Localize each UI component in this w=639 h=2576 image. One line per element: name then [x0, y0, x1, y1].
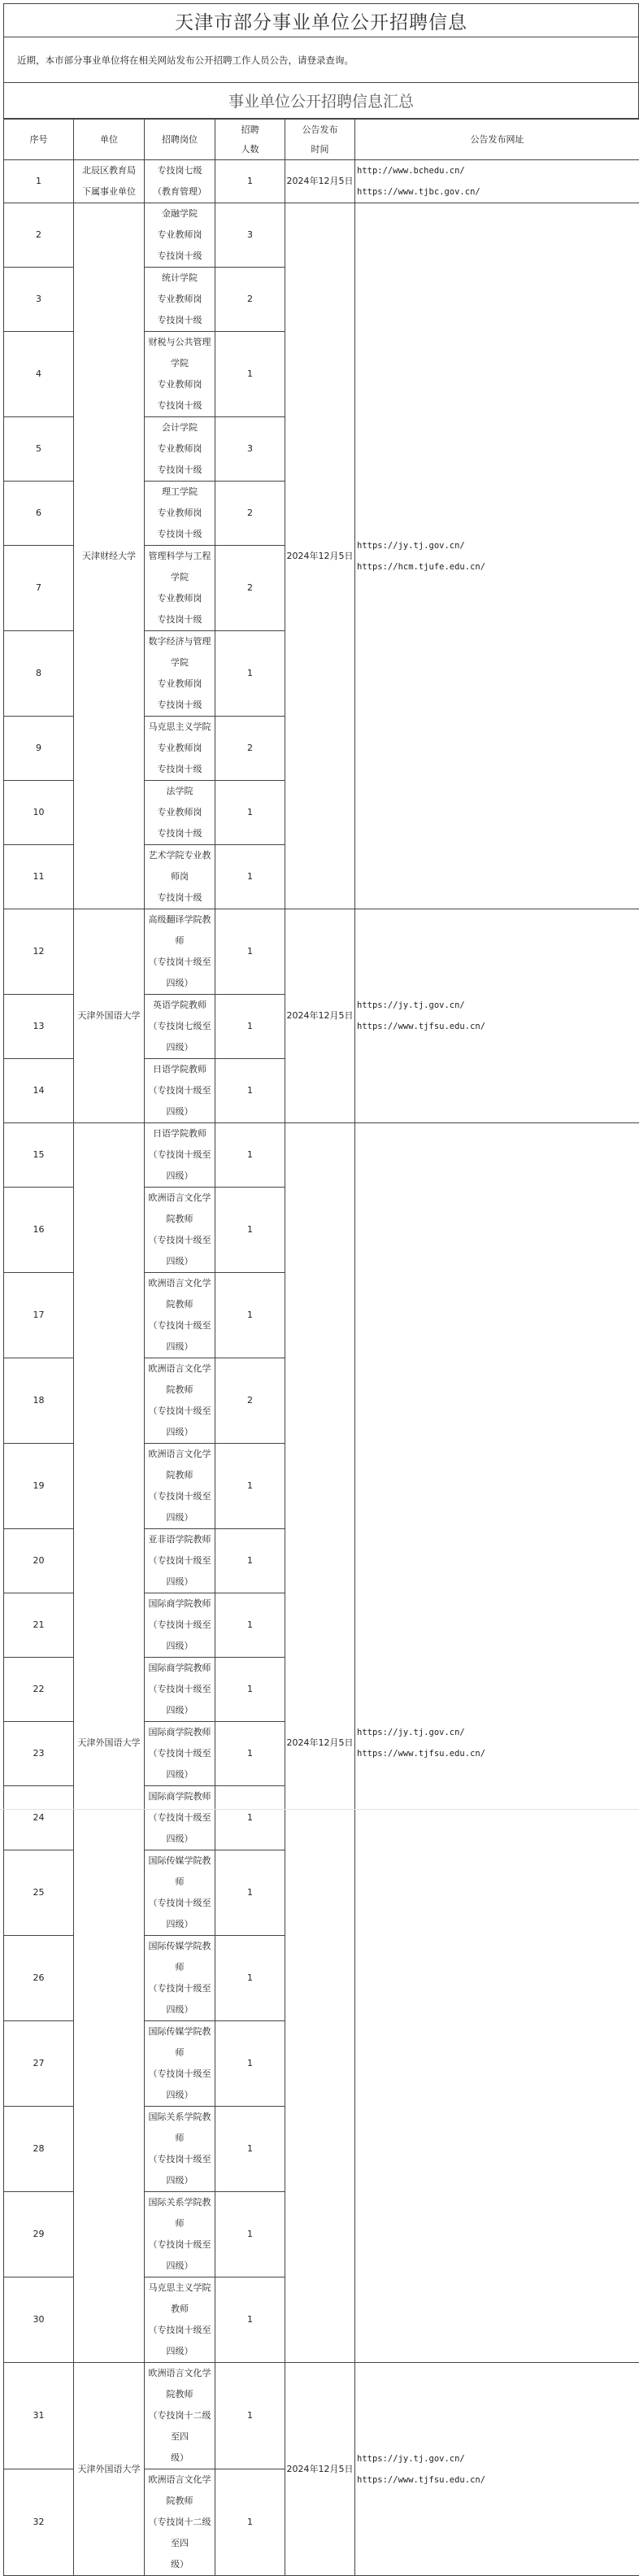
- cell-count: 1: [215, 1936, 285, 2021]
- cell-unit: [74, 1123, 145, 2363]
- position-line: 专技岗十级: [145, 695, 215, 716]
- position-line: （专技岗十级至四级）: [145, 2234, 215, 2277]
- cell-count: 2: [215, 268, 285, 332]
- position-line: （专技岗十级至四级）: [145, 2149, 215, 2191]
- cell-count: 2: [215, 546, 285, 631]
- notice-text: 近期，本市部分事业单位将在相关网站发布公开招聘工作人员公告，请登录查询。: [3, 37, 639, 83]
- position-line: 专技岗十级: [145, 310, 215, 331]
- announcement-link[interactable]: https://jy.tj.gov.cn/: [357, 1722, 639, 1743]
- cell-index: 11: [4, 845, 74, 909]
- table-row: [4, 909, 639, 995]
- cell-count: 1: [215, 1273, 285, 1358]
- position-line: （专技岗十级至四级）: [145, 1486, 215, 1528]
- cell-index: 17: [4, 1273, 74, 1358]
- cell-date: 2024年12月5日: [285, 909, 355, 1123]
- cell-unit: [74, 909, 145, 1123]
- position-line: 欧洲语言文化学院教师: [145, 1358, 215, 1401]
- position-line: 欧洲语言文化学院教师: [145, 1273, 215, 1315]
- cell-count: 1: [215, 1593, 285, 1658]
- position-line: 国际商学院教师: [145, 1722, 215, 1743]
- position-line: 专业教师岗: [145, 588, 215, 609]
- cell-index: 26: [4, 1936, 74, 2021]
- table-row: [4, 203, 639, 268]
- cell-count: 1: [215, 160, 285, 203]
- position-line: 英语学院教师: [145, 995, 215, 1016]
- cell-count: 3: [215, 417, 285, 482]
- cell-position: [145, 631, 215, 717]
- position-line: （专技岗十级至四级）: [145, 2064, 215, 2106]
- table-subtitle: 事业单位公开招聘信息汇总: [3, 83, 639, 119]
- cell-index: 21: [4, 1593, 74, 1658]
- position-line: 级）: [145, 2554, 215, 2575]
- announcement-link[interactable]: https://jy.tj.gov.cn/: [357, 535, 639, 556]
- cell-count: 1: [215, 781, 285, 845]
- position-line: （专技岗十级至四级）: [145, 1679, 215, 1721]
- position-line: （专技岗十级至四级）: [145, 1893, 215, 1935]
- cell-url: [355, 2363, 639, 2576]
- header-position: 招聘岗位: [145, 120, 215, 160]
- cell-index: 14: [4, 1059, 74, 1123]
- position-line: （专技岗十级至四级）: [145, 1807, 215, 1850]
- header-row: [4, 120, 639, 160]
- cell-url: [355, 203, 639, 909]
- announcement-link[interactable]: https://jy.tj.gov.cn/: [357, 995, 639, 1016]
- position-line: 欧洲语言文化学院教师: [145, 1188, 215, 1230]
- cell-unit: [74, 203, 145, 909]
- cell-index: 8: [4, 631, 74, 717]
- cell-date: 2024年12月5日: [285, 203, 355, 909]
- position-line: 专业教师岗: [145, 224, 215, 246]
- position-line: （专技岗七级至四级）: [145, 1016, 215, 1058]
- position-line: 专技岗七级: [145, 160, 215, 181]
- cell-index: 28: [4, 2107, 74, 2192]
- header-date-line: 时间: [285, 140, 354, 159]
- position-line: 专技岗十级: [145, 460, 215, 481]
- unit-line: 下属事业单位: [74, 181, 144, 203]
- position-line: 国际关系学院教师: [145, 2107, 215, 2149]
- announcement-link[interactable]: http://www.bchedu.cn/: [357, 160, 639, 181]
- cell-position: [145, 995, 215, 1059]
- cell-count: 1: [215, 332, 285, 417]
- cell-position: [145, 1850, 215, 1936]
- cell-index: 29: [4, 2192, 74, 2277]
- position-line: 法学院: [145, 781, 215, 802]
- position-line: 会计学院: [145, 417, 215, 438]
- cell-position: [145, 1529, 215, 1593]
- announcement-link[interactable]: https://www.tjfsu.edu.cn/: [357, 2469, 639, 2491]
- position-line: （专技岗十二级至四: [145, 2405, 215, 2447]
- cell-position: [145, 1658, 215, 1722]
- position-line: （专技岗十级至四级）: [145, 1230, 215, 1272]
- position-line: 马克思主义学院教师: [145, 2277, 215, 2320]
- cell-date: 2024年12月5日: [285, 2363, 355, 2576]
- position-line: 级）: [145, 2447, 215, 2469]
- position-line: 专业教师岗: [145, 738, 215, 759]
- cell-index: 16: [4, 1188, 74, 1273]
- position-line: 亚非语学院教师: [145, 1529, 215, 1550]
- cell-index: 19: [4, 1444, 74, 1529]
- cell-count: 1: [215, 2192, 285, 2277]
- position-line: 专技岗十级: [145, 759, 215, 780]
- cell-count: 1: [215, 1722, 285, 1786]
- cell-position: [145, 417, 215, 482]
- cell-position: [145, 2469, 215, 2576]
- cell-position: [145, 2107, 215, 2192]
- cell-position: [145, 1188, 215, 1273]
- cell-date: 2024年12月5日: [285, 1123, 355, 2363]
- cell-position: [145, 717, 215, 781]
- cell-index: 1: [4, 160, 74, 203]
- position-line: 日语学院教师: [145, 1059, 215, 1080]
- cell-position: [145, 2277, 215, 2363]
- cell-position: [145, 1358, 215, 1444]
- position-line: 专业教师岗: [145, 289, 215, 310]
- cell-unit: [74, 160, 145, 203]
- cell-count: 1: [215, 1850, 285, 1936]
- position-line: （专技岗十级至四级）: [145, 1978, 215, 2020]
- cell-position: [145, 160, 215, 203]
- cell-index: 9: [4, 717, 74, 781]
- position-line: （专技岗十级至四级）: [145, 1743, 215, 1785]
- table-row: [4, 160, 639, 203]
- cell-index: 18: [4, 1358, 74, 1444]
- header-index: 序号: [4, 120, 74, 160]
- cell-index: 24: [4, 1786, 74, 1850]
- cell-count: 1: [215, 1444, 285, 1529]
- cell-position: [145, 482, 215, 546]
- position-line: 欧洲语言文化学院教师: [145, 2469, 215, 2512]
- position-line: （专技岗十级至四级）: [145, 1315, 215, 1358]
- cell-count: 1: [215, 845, 285, 909]
- unit-line: 天津外国语大学: [74, 2459, 144, 2480]
- cell-count: 1: [215, 2277, 285, 2363]
- cell-index: 4: [4, 332, 74, 417]
- cell-position: [145, 332, 215, 417]
- cell-index: 20: [4, 1529, 74, 1593]
- position-line: 国际商学院教师: [145, 1593, 215, 1615]
- cell-position: [145, 546, 215, 631]
- cell-count: 1: [215, 1529, 285, 1593]
- position-line: 专技岗十级: [145, 609, 215, 630]
- announcement-link[interactable]: https://hcm.tjufe.edu.cn/: [357, 556, 639, 578]
- cell-position: [145, 781, 215, 845]
- cell-position: [145, 1786, 215, 1850]
- unit-line: 天津外国语大学: [74, 1733, 144, 1754]
- cell-index: 6: [4, 482, 74, 546]
- position-line: 国际商学院教师: [145, 1658, 215, 1679]
- position-line: （教育管理）: [145, 181, 215, 203]
- cell-position: [145, 1936, 215, 2021]
- cell-index: 2: [4, 203, 74, 268]
- position-line: 专技岗十级: [145, 823, 215, 844]
- cell-position: [145, 2363, 215, 2469]
- cell-unit: [74, 2363, 145, 2576]
- cell-count: 1: [215, 995, 285, 1059]
- position-line: （专技岗十二级至四: [145, 2512, 215, 2554]
- announcement-link[interactable]: https://www.tjbc.gov.cn/: [357, 181, 639, 203]
- cell-url: [355, 1123, 639, 2363]
- page: [3, 3, 639, 2576]
- position-line: 马克思主义学院: [145, 717, 215, 738]
- cell-count: 1: [215, 1658, 285, 1722]
- position-line: （专技岗十级至四级）: [145, 1550, 215, 1593]
- cell-count: 1: [215, 2469, 285, 2576]
- header-url: 公告发布网址: [355, 120, 639, 160]
- announcement-link[interactable]: https://www.tjfsu.edu.cn/: [357, 1016, 639, 1037]
- unit-line: 北辰区教育局: [74, 160, 144, 181]
- cell-position: [145, 2192, 215, 2277]
- header-count-line: 人数: [215, 140, 285, 159]
- cell-index: 5: [4, 417, 74, 482]
- header-count-line: 招聘: [215, 120, 285, 140]
- cell-index: 3: [4, 268, 74, 332]
- cell-index: 13: [4, 995, 74, 1059]
- cell-position: [145, 845, 215, 909]
- position-line: 专业教师岗: [145, 503, 215, 524]
- position-line: 专业教师岗: [145, 438, 215, 460]
- position-line: 国际传媒学院教师: [145, 1936, 215, 1978]
- cell-count: 1: [215, 2021, 285, 2107]
- cell-count: 1: [215, 631, 285, 717]
- cell-position: [145, 1123, 215, 1188]
- position-line: 金融学院: [145, 203, 215, 224]
- cell-date: 2024年12月5日: [285, 160, 355, 203]
- cell-index: 25: [4, 1850, 74, 1936]
- position-line: 欧洲语言文化学院教师: [145, 1444, 215, 1486]
- position-line: 专业教师岗: [145, 374, 215, 395]
- cell-index: 12: [4, 909, 74, 995]
- cell-index: 23: [4, 1722, 74, 1786]
- position-line: （专技岗十级至四级）: [145, 1144, 215, 1187]
- position-line: 专技岗十级: [145, 524, 215, 545]
- cell-index: 27: [4, 2021, 74, 2107]
- position-line: 专技岗十级: [145, 246, 215, 267]
- cell-position: [145, 1273, 215, 1358]
- page-title: 天津市部分事业单位公开招聘信息: [3, 3, 639, 37]
- position-line: 专技岗十级: [145, 395, 215, 416]
- position-line: 国际传媒学院教师: [145, 1850, 215, 1893]
- announcement-link[interactable]: https://www.tjfsu.edu.cn/: [357, 1743, 639, 1764]
- cell-index: 15: [4, 1123, 74, 1188]
- cell-count: 1: [215, 2363, 285, 2469]
- cell-position: [145, 1059, 215, 1123]
- cell-count: 1: [215, 1123, 285, 1188]
- header-date: [285, 120, 355, 160]
- cell-position: [145, 1444, 215, 1529]
- position-line: 国际关系学院教师: [145, 2192, 215, 2234]
- cell-index: 31: [4, 2363, 74, 2469]
- position-line: 专业教师岗: [145, 802, 215, 823]
- cell-position: [145, 909, 215, 995]
- recruitment-table: [3, 119, 639, 2576]
- table-row: [4, 1123, 639, 1188]
- cell-count: 2: [215, 482, 285, 546]
- cell-index: 7: [4, 546, 74, 631]
- cell-position: [145, 2021, 215, 2107]
- header-count: [215, 120, 285, 160]
- position-line: 财税与公共管理学院: [145, 332, 215, 374]
- cell-index: 22: [4, 1658, 74, 1722]
- cell-url: [355, 160, 639, 203]
- cell-position: [145, 1593, 215, 1658]
- position-line: （专技岗十级至四级）: [145, 1401, 215, 1443]
- cell-position: [145, 1722, 215, 1786]
- table-row: [4, 2363, 639, 2469]
- cell-count: 1: [215, 1059, 285, 1123]
- cell-index: 30: [4, 2277, 74, 2363]
- header-date-line: 公告发布: [285, 120, 354, 140]
- announcement-link[interactable]: https://jy.tj.gov.cn/: [357, 2448, 639, 2469]
- position-line: 专技岗十级: [145, 887, 215, 909]
- position-line: 数字经济与管理学院: [145, 631, 215, 673]
- position-line: 理工学院: [145, 482, 215, 503]
- cell-position: [145, 268, 215, 332]
- position-line: （专技岗十级至四级）: [145, 952, 215, 994]
- cell-count: 1: [215, 1188, 285, 1273]
- cell-count: 2: [215, 717, 285, 781]
- position-line: 日语学院教师: [145, 1123, 215, 1144]
- position-line: （专技岗十级至四级）: [145, 1615, 215, 1657]
- unit-line: 天津外国语大学: [74, 1005, 144, 1026]
- cell-count: 1: [215, 2107, 285, 2192]
- position-line: 高级翻译学院教师: [145, 909, 215, 952]
- cell-index: 10: [4, 781, 74, 845]
- cell-url: [355, 909, 639, 1123]
- position-line: （专技岗十级至四级）: [145, 1080, 215, 1122]
- cell-position: [145, 203, 215, 268]
- position-line: 国际商学院教师: [145, 1786, 215, 1807]
- cell-index: 32: [4, 2469, 74, 2576]
- position-line: 管理科学与工程学院: [145, 546, 215, 588]
- cell-count: 3: [215, 203, 285, 268]
- position-line: 国际传媒学院教师: [145, 2021, 215, 2064]
- position-line: 统计学院: [145, 268, 215, 289]
- unit-line: 天津财经大学: [74, 546, 144, 567]
- position-line: 专业教师岗: [145, 673, 215, 695]
- cell-count: 1: [215, 909, 285, 995]
- position-line: 艺术学院专业教师岗: [145, 845, 215, 887]
- position-line: （专技岗十级至四级）: [145, 2320, 215, 2362]
- cell-count: 2: [215, 1358, 285, 1444]
- position-line: 欧洲语言文化学院教师: [145, 2363, 215, 2405]
- cell-count: 1: [215, 1786, 285, 1850]
- footer-divider: [0, 1809, 639, 1810]
- header-unit: 单位: [74, 120, 145, 160]
